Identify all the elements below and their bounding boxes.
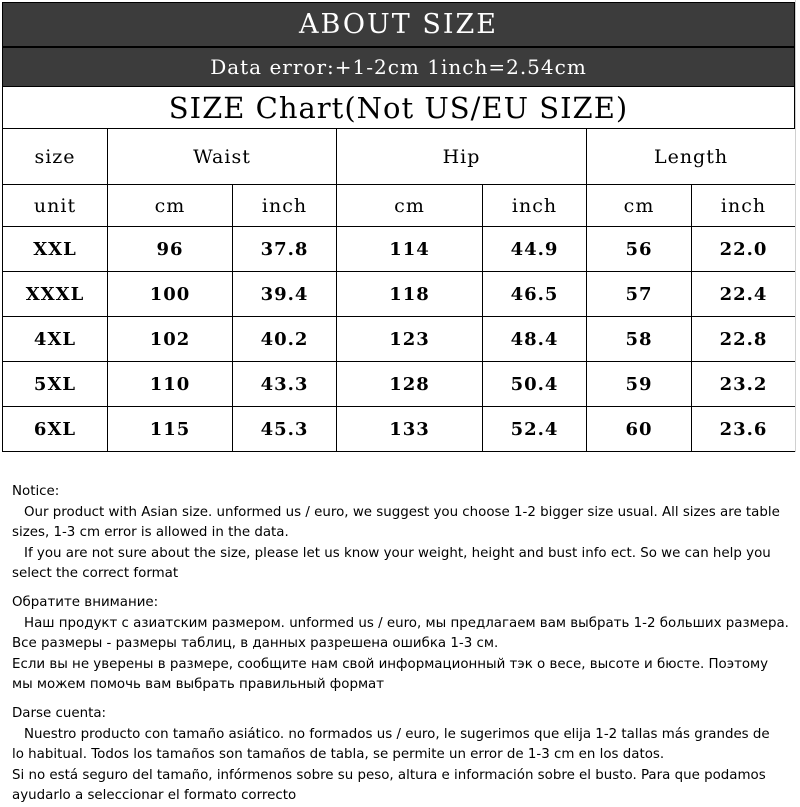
table-cell: 48.4 [483, 317, 587, 362]
unit-cell: inch [483, 185, 587, 227]
size-table [2, 128, 796, 452]
table-cell: 23.2 [692, 362, 796, 407]
table-cell: 59 [587, 362, 692, 407]
unit-cell: cm [108, 185, 233, 227]
table-cell: 23.6 [692, 407, 796, 452]
page-title: ABOUT SIZE [2, 2, 795, 47]
table-cell: 58 [587, 317, 692, 362]
unit-cell: inch [233, 185, 337, 227]
notice-text: ayudarlo a seleccionar el formato correcto [12, 788, 297, 804]
table-row [3, 407, 796, 452]
table-cell: 60 [587, 407, 692, 452]
notice-text: Nuestro producto con tamaño asiático. no formados us / euro, le sugerimos que elija 1-2 tallas más grandes de [24, 726, 770, 742]
table-header-row [3, 129, 796, 185]
notice-text: мы можем помочь вам выбрать правильный формат [12, 677, 385, 693]
notice-text: Все размеры - размеры таблиц, в данных разрешена ошибка 1-3 см. [12, 636, 499, 652]
table-cell: 52.4 [483, 407, 587, 452]
table-row [3, 317, 796, 362]
table-cell: 118 [337, 272, 483, 317]
table-cell: 6XL [3, 407, 108, 452]
table-row [3, 227, 796, 272]
table-cell: 22.0 [692, 227, 796, 272]
table-cell: XXXL [3, 272, 108, 317]
table-cell: 102 [108, 317, 233, 362]
size-notes [12, 482, 792, 807]
table-row [3, 362, 796, 407]
table-cell: 37.8 [233, 227, 337, 272]
table-cell: 56 [587, 227, 692, 272]
table-cell: 4XL [3, 317, 108, 362]
table-cell: 100 [108, 272, 233, 317]
notice-text: Наш продукт с азиатским размером. unformed us / euro, мы предлагаем вам выбрать 1-2 больших размера. [24, 615, 789, 631]
data-error-note: Data error:+1-2cm 1inch=2.54cm [2, 47, 795, 87]
table-cell: 50.4 [483, 362, 587, 407]
table-cell: 123 [337, 317, 483, 362]
table-cell: 46.5 [483, 272, 587, 317]
table-cell: 114 [337, 227, 483, 272]
size-chart-title: SIZE Chart(Not US/EU SIZE) [2, 87, 795, 128]
sheet-grid-edge [795, 0, 800, 452]
table-cell: 44.9 [483, 227, 587, 272]
notice-text: sizes, 1-3 cm error is allowed in the data. [12, 525, 289, 541]
notice-text: select the correct format [12, 566, 179, 582]
table-cell: 43.3 [233, 362, 337, 407]
table-row [3, 272, 796, 317]
table-cell: 22.4 [692, 272, 796, 317]
table-unit-row [3, 185, 796, 227]
header-waist: Waist [108, 129, 337, 185]
notice-text: If you are not sure about the size, please let us know your weight, height and bust info ect. So we can help you [24, 545, 771, 561]
unit-cell: cm [337, 185, 483, 227]
table-cell: XXL [3, 227, 108, 272]
unit-cell: cm [587, 185, 692, 227]
table-cell: 22.8 [692, 317, 796, 362]
table-cell: 110 [108, 362, 233, 407]
table-cell: 115 [108, 407, 233, 452]
table-cell: 128 [337, 362, 483, 407]
notice-heading-en: Notice: [12, 484, 60, 499]
notice-text: Если вы не уверены в размере, сообщите нам свой информационный тэк о весе, высоте и бюсте. Поэтому [12, 656, 769, 672]
table-cell: 39.4 [233, 272, 337, 317]
table-cell: 40.2 [233, 317, 337, 362]
notice-text: Our product with Asian size. unformed us / euro, we suggest you choose 1-2 bigger size usual. All sizes are table [24, 504, 780, 520]
table-cell: 45.3 [233, 407, 337, 452]
table-cell: 57 [587, 272, 692, 317]
notice-heading-es: Darse cuenta: [12, 705, 107, 721]
table-cell: 96 [108, 227, 233, 272]
header-length: Length [587, 129, 796, 185]
notice-text: Si no está seguro del tamaño, infórmenos sobre su peso, altura e información sobre el busto. Para que podamos [12, 767, 766, 783]
table-cell: 133 [337, 407, 483, 452]
table-cell: 5XL [3, 362, 108, 407]
notice-text: lo habitual. Todos los tamaños son tamaños de tabla, se permite un error de 1-3 cm en los datos. [12, 747, 665, 763]
header-hip: Hip [337, 129, 587, 185]
header-size: size [3, 129, 108, 185]
notice-heading-ru: Обратите внимание: [12, 594, 159, 610]
unit-cell: inch [692, 185, 796, 227]
unit-cell: unit [3, 185, 108, 227]
